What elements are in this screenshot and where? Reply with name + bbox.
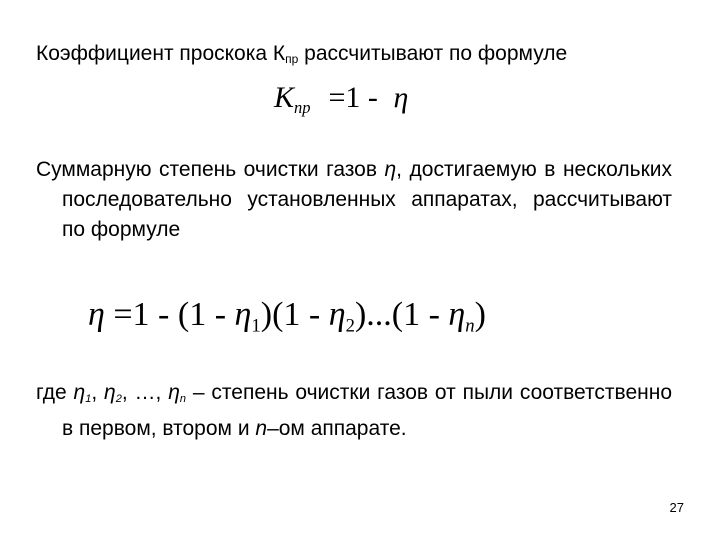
text: , …, (121, 381, 169, 404)
eta-symbol: η (73, 381, 86, 404)
text: рассчитывают по формуле (298, 42, 568, 65)
page-number: 27 (669, 500, 684, 515)
math-k: K (274, 81, 295, 114)
paragraph-where (36, 378, 672, 444)
eta-symbol: η (168, 381, 180, 404)
text: – степень очистки газов от пыли соответственно в первом, втором и (62, 381, 673, 440)
formula-k-proskok (274, 81, 408, 118)
paragraph-summary-efficiency (36, 155, 672, 245)
text: Коэффициент проскока К (36, 42, 286, 65)
subscript: 1 (85, 393, 92, 405)
paragraph-proskok (36, 39, 672, 74)
text: –ом аппарате. (267, 417, 407, 440)
n-symbol: n (255, 417, 268, 440)
math-rhs: =1 - (328, 81, 386, 114)
math-eta: η (393, 81, 409, 114)
text: , достигаемую в нескольких последовательно установленных аппаратах, рассчитывают по формуле (62, 158, 672, 241)
math-subscript: 1 (251, 315, 261, 337)
math-subscript: n (465, 315, 475, 337)
subscript: 2 (115, 393, 122, 405)
math-eta: η (448, 296, 466, 333)
text: где (36, 381, 74, 404)
subscript: n (179, 393, 186, 405)
math-eta: η (328, 296, 346, 333)
subscript: пр (285, 52, 299, 66)
text: Суммарную степень очистки газов (36, 158, 385, 181)
math-part: )...(1 - (354, 296, 449, 333)
math-subscript: пр (294, 97, 311, 117)
math-eta: η (234, 296, 252, 333)
eta-symbol: η (104, 381, 116, 404)
math-part: )(1 - (260, 296, 329, 333)
formula-total-efficiency (88, 296, 486, 338)
text: , (91, 381, 105, 404)
math-eta: η (88, 296, 105, 333)
math-part: ) (474, 296, 486, 333)
math-part: =1 - (1 - (104, 296, 235, 333)
math-subscript: 2 (345, 315, 355, 337)
eta-symbol: η (384, 158, 397, 181)
